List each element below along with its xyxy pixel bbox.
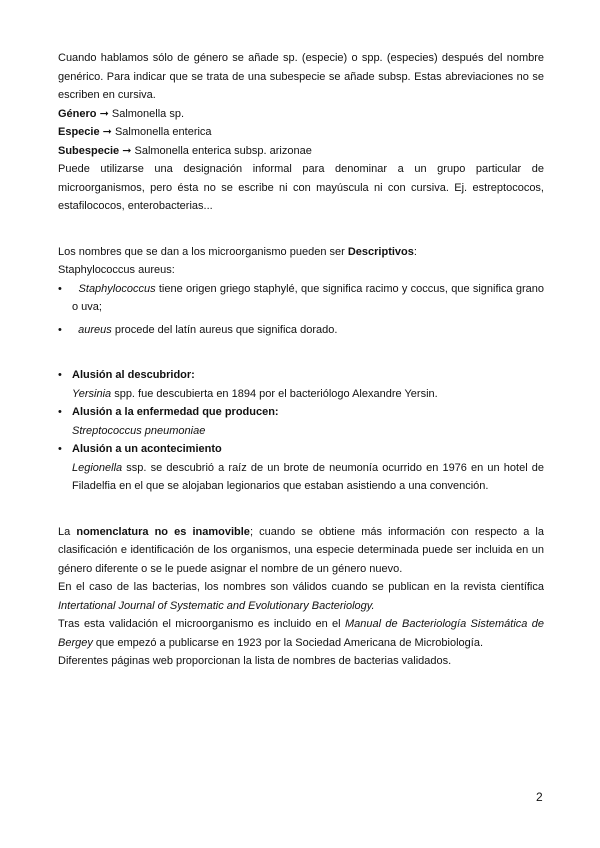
allusion-item [58, 366, 544, 403]
allusion-item [58, 403, 544, 440]
allusion-detail [72, 385, 544, 404]
allusion-heading: Alusión a un acontecimiento [72, 443, 222, 455]
bullet-body: tiene origen griego staphylé, que significa racimo y coccus, que significa grano o uva; [72, 282, 544, 313]
naming-lead-text: Los nombres que se dan a los microorganismo pueden ser [58, 245, 348, 258]
allusion-text: spp. fue descubierta en 1894 por el bacteriólogo Alexandre Yersin. [111, 387, 438, 400]
allusion-detail [72, 422, 544, 441]
allusion-heading: Alusión al descubridor: [72, 369, 195, 381]
arrow-icon: ➞ [102, 126, 112, 138]
nomenclature-paragraph: La nomenclatura no es inamovible; cuando se obtiene más información con respecto a la clasificación e identificación de los organismos, una especie determinada puede ser incluida en un género diferente o se le puede asignar el nombre de un género nuevo. [58, 525, 544, 575]
genero-line [58, 105, 544, 124]
journal-title: Intertational Journal of Systematic and Evolutionary Bacteriology. [58, 599, 375, 612]
document-page [58, 49, 544, 671]
list-item [58, 280, 544, 317]
especie-value: Salmonella enterica [114, 126, 212, 138]
allusion-item [58, 440, 544, 496]
allusion-italic: Streptococcus pneumoniae [72, 424, 206, 437]
naming-lead-end: : [413, 245, 417, 258]
naming-lead-bold: Descriptivos [347, 245, 414, 258]
allusion-italic: Yersinia [72, 387, 112, 400]
allusion-heading: Alusión a la enfermedad que producen: [72, 406, 279, 418]
bullet-icon: • [58, 369, 62, 381]
allusion-text: ssp. se descubrió a raíz de un brote de neumonía ocurrido en 1976 en un hotel de Filadelfia en el que se alojaban legionarios que estaban asistiendo a una convención. [72, 461, 544, 492]
intro-paragraph: Cuando hablamos sólo de género se añade sp. (especie) o spp. (especies) después del nombre genérico. Para indicar que se trata de una subespecie se añade subsp. Estas abreviaciones no se escriben en cursiva. [58, 52, 544, 101]
especie-line [58, 123, 544, 142]
bullet-italic: Staphylococcus [78, 282, 156, 295]
informal-designation-paragraph: Puede utilizarse una designación informal para denominar a un grupo particular de microorganismos, pero ésta no se escribe ni con mayúscula ni con cursiva. Ej. estreptococos, estafilococos, enterobacterias... [58, 163, 544, 212]
bullet-text [72, 280, 544, 317]
genero-label: Género [58, 107, 97, 120]
arrow-icon: ➞ [122, 144, 132, 157]
subespecie-label: Subespecie [58, 144, 120, 157]
arrow-icon: ➞ [99, 107, 109, 120]
subespecie-value: Salmonella enterica subsp. arizonae [134, 144, 312, 157]
bullet-icon: • [58, 282, 62, 295]
bullet-icon: • [58, 406, 62, 418]
bullet-icon: • [58, 323, 62, 336]
bullet-text [72, 321, 544, 340]
web-pages-paragraph: Diferentes páginas web proporcionan la lista de nombres de bacterias validados. [58, 655, 452, 667]
journal-paragraph: En el caso de las bacterias, los nombres son válidos cuando se publican en la revista científica Intertational Journal of Systematic and Evolutionary Bacteriology. [58, 581, 544, 612]
naming-example: Staphylococcus aureus: [58, 264, 175, 276]
bullet-body: procede del latín aureus que significa dorado. [111, 323, 338, 336]
nomenclature-bold: nomenclatura no es inamovible [76, 525, 250, 538]
list-item [58, 321, 544, 340]
bergey-title: Manual de Bacteriología Sistemática de Bergey [58, 618, 544, 649]
allusion-detail [72, 459, 544, 496]
naming-lead [58, 243, 544, 262]
genero-value: Salmonella sp. [111, 107, 185, 120]
subespecie-line [58, 142, 544, 161]
allusion-italic: Legionella [72, 461, 123, 474]
page-number: 2 [536, 790, 543, 804]
bullet-icon: • [58, 443, 62, 455]
especie-label: Especie [58, 126, 100, 138]
bergey-paragraph: Tras esta validación el microorganismo es incluido en el Manual de Bacteriología Sistemática de Bergey que empezó a publicarse en 1923 por la Sociedad Americana de Microbiología. [58, 618, 544, 649]
bullet-italic: aureus [78, 323, 112, 336]
